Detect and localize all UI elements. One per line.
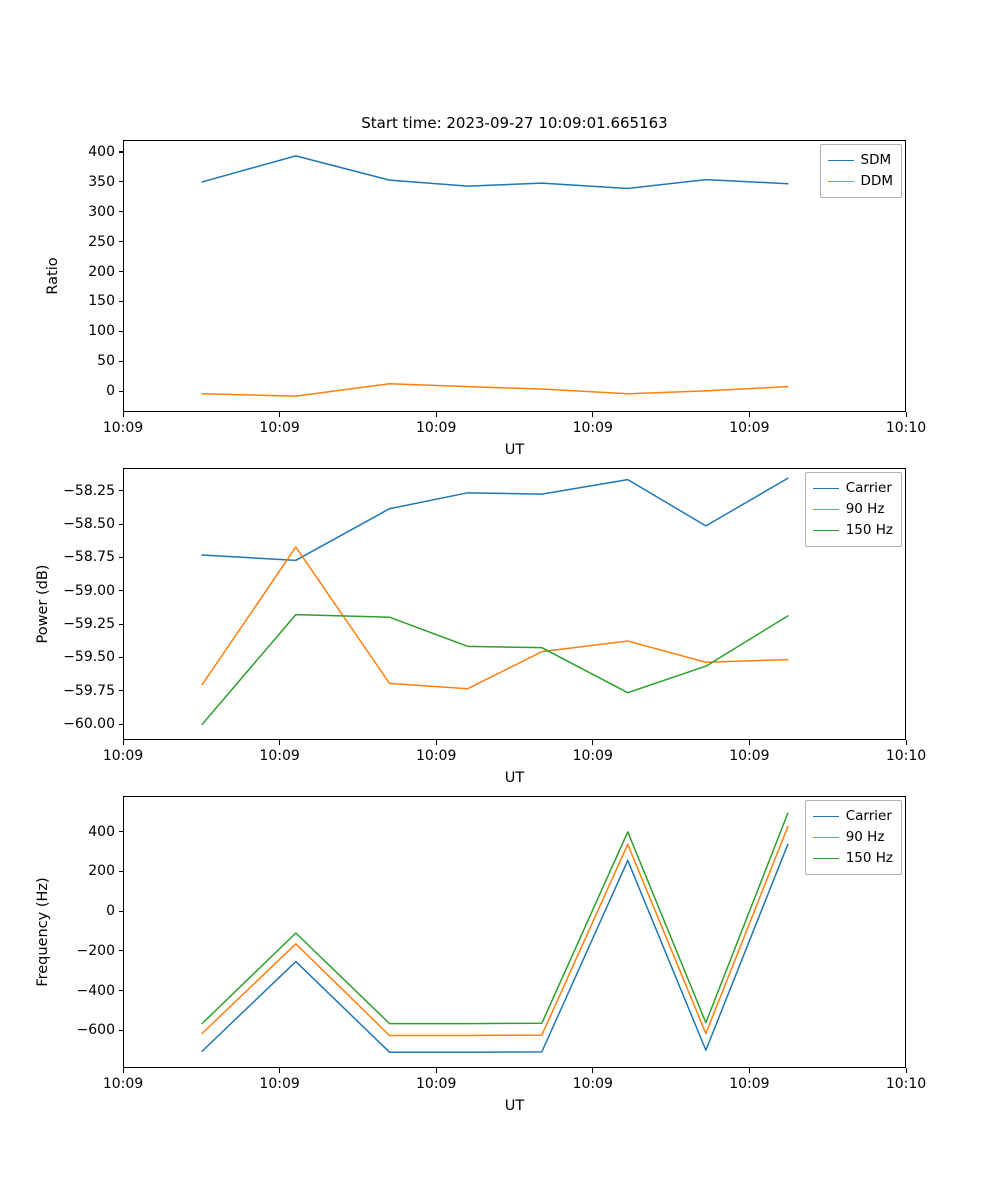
chart-panel-ratio xyxy=(45,114,927,458)
y-axis-tick-mark xyxy=(119,490,124,491)
x-axis-tick-mark xyxy=(123,1068,124,1073)
x-axis-tick-label: 10:10 xyxy=(885,748,927,764)
x-axis-tick-mark xyxy=(279,1068,280,1073)
y-axis-tick-mark xyxy=(119,657,124,658)
chart-panel-frequency xyxy=(35,796,927,1114)
y-axis-tick-mark xyxy=(119,871,124,872)
y-axis-tick-mark xyxy=(119,301,124,302)
y-axis-tick-label: −200 xyxy=(76,942,115,959)
legend-entry xyxy=(813,827,893,848)
x-axis-tick-mark xyxy=(436,740,437,745)
y-axis-tick-label: 250 xyxy=(88,233,115,250)
series-line xyxy=(202,384,788,396)
legend-frequency xyxy=(805,800,902,875)
legend-color-swatch xyxy=(828,160,854,161)
x-axis-tick-label: 10:09 xyxy=(729,748,770,764)
x-axis-tick-mark xyxy=(279,740,280,745)
y-axis-tick-mark xyxy=(119,831,124,832)
y-axis-tick-label: 400 xyxy=(88,143,115,160)
legend-color-swatch xyxy=(813,509,839,510)
x-axis-tick-mark xyxy=(592,740,593,745)
x-axis-tick-label: 10:09 xyxy=(416,420,457,436)
y-axis-tick-mark xyxy=(119,911,124,912)
y-axis-tick-mark xyxy=(119,241,124,242)
y-axis-tick-mark xyxy=(119,950,124,951)
y-axis-tick-label: −58.75 xyxy=(63,549,115,566)
y-axis-tick-label: 350 xyxy=(88,173,115,190)
y-axis-tick-label: 200 xyxy=(88,863,115,880)
legend-entry xyxy=(828,171,893,192)
y-axis-tick-label: −59.50 xyxy=(63,649,115,666)
x-axis-tick-mark xyxy=(906,412,907,417)
x-axis-label: UT xyxy=(504,770,525,786)
plot-area-frequency xyxy=(123,796,906,1068)
y-axis-tick-label: 200 xyxy=(88,263,115,280)
x-axis-tick-mark xyxy=(749,412,750,417)
legend-entry xyxy=(813,848,893,869)
legend-label: DDM xyxy=(860,172,893,189)
x-axis-tick-label: 10:09 xyxy=(729,1076,770,1092)
x-axis-tick-label: 10:09 xyxy=(572,420,613,436)
plot-area-power xyxy=(123,468,906,740)
y-axis-tick-label: −400 xyxy=(76,982,115,999)
data-lines-ratio xyxy=(124,141,905,411)
legend-color-swatch xyxy=(813,488,839,489)
x-axis-tick-mark xyxy=(592,412,593,417)
legend-entry xyxy=(813,478,893,499)
x-axis-tick-label: 10:09 xyxy=(102,1076,144,1092)
y-axis-tick-label: −58.25 xyxy=(63,482,115,499)
x-axis-tick-mark xyxy=(279,412,280,417)
plot-area-ratio xyxy=(123,140,906,412)
x-axis-tick-label: 10:09 xyxy=(102,748,144,764)
x-axis-tick-label: 10:09 xyxy=(729,420,770,436)
y-axis-tick-label: −600 xyxy=(76,1022,115,1039)
y-axis-tick-label: 100 xyxy=(88,323,115,340)
legend-color-swatch xyxy=(813,858,839,859)
data-lines-frequency xyxy=(124,797,905,1067)
x-axis-tick-label: 10:09 xyxy=(259,1076,300,1092)
series-line xyxy=(202,827,788,1036)
y-axis-tick-label: 400 xyxy=(88,823,115,840)
legend-color-swatch xyxy=(813,530,839,531)
y-axis-tick-mark xyxy=(119,151,124,152)
x-axis-label: UT xyxy=(504,442,525,458)
legend-color-swatch xyxy=(813,837,839,838)
legend-label: 150 Hz xyxy=(845,849,893,866)
y-axis-label: Ratio xyxy=(45,257,61,295)
y-axis-tick-mark xyxy=(119,361,124,362)
x-axis-tick-mark xyxy=(749,1068,750,1073)
x-axis-tick-mark xyxy=(436,412,437,417)
x-axis-tick-label: 10:09 xyxy=(102,420,144,436)
chart-title: Start time: 2023-09-27 10:09:01.665163 xyxy=(361,114,668,132)
data-lines-power xyxy=(124,469,905,739)
legend-label: 150 Hz xyxy=(845,521,893,538)
y-axis-tick-mark xyxy=(119,624,124,625)
y-axis-tick-mark xyxy=(119,724,124,725)
y-axis-tick-mark xyxy=(119,990,124,991)
x-axis-label: UT xyxy=(504,1098,525,1114)
y-axis-tick-mark xyxy=(119,271,124,272)
series-line xyxy=(202,813,788,1023)
y-axis-label: Power (dB) xyxy=(35,564,51,644)
legend-entry xyxy=(813,499,893,520)
legend-ratio xyxy=(820,144,902,198)
legend-power xyxy=(805,472,902,547)
y-axis-tick-label: 0 xyxy=(106,903,115,920)
x-axis-tick-mark xyxy=(123,740,124,745)
y-axis-tick-label: 300 xyxy=(88,203,115,220)
x-axis-tick-label: 10:09 xyxy=(572,748,613,764)
legend-label: 90 Hz xyxy=(845,828,885,845)
legend-entry xyxy=(813,520,893,541)
y-axis-tick-label: −60.00 xyxy=(63,716,115,732)
y-axis-tick-label: −58.50 xyxy=(63,516,115,532)
y-axis-tick-mark xyxy=(119,1030,124,1031)
y-axis-label: Frequency (Hz) xyxy=(35,877,51,987)
legend-label: SDM xyxy=(860,152,892,168)
x-axis-tick-mark xyxy=(906,1068,907,1073)
y-axis-tick-mark xyxy=(119,211,124,212)
x-axis-tick-label: 10:10 xyxy=(885,1076,927,1092)
legend-label: Carrier xyxy=(845,480,892,496)
x-axis-tick-label: 10:09 xyxy=(572,1076,613,1092)
series-line xyxy=(202,478,788,560)
y-axis-tick-mark xyxy=(119,590,124,591)
y-axis-tick-mark xyxy=(119,331,124,332)
x-axis-tick-label: 10:10 xyxy=(885,420,927,436)
y-axis-tick-label: −59.75 xyxy=(63,682,115,699)
x-axis-tick-mark xyxy=(906,740,907,745)
y-axis-tick-label: 0 xyxy=(106,383,115,400)
y-axis-tick-mark xyxy=(119,181,124,182)
legend-color-swatch xyxy=(813,816,839,817)
y-axis-tick-mark xyxy=(119,391,124,392)
series-line xyxy=(202,615,788,725)
x-axis-tick-mark xyxy=(123,412,124,417)
y-axis-tick-label: 50 xyxy=(97,353,115,370)
x-axis-tick-label: 10:09 xyxy=(416,1076,457,1092)
x-axis-tick-label: 10:09 xyxy=(259,748,300,764)
x-axis-tick-mark xyxy=(436,1068,437,1073)
x-axis-tick-label: 10:09 xyxy=(416,748,457,764)
chart-panel-power xyxy=(35,468,927,786)
legend-label: Carrier xyxy=(845,808,892,824)
legend-entry xyxy=(813,806,893,827)
y-axis-tick-mark xyxy=(119,524,124,525)
legend-entry xyxy=(828,150,893,171)
y-axis-tick-mark xyxy=(119,557,124,558)
y-axis-tick-label: −59.25 xyxy=(63,616,115,632)
y-axis-tick-mark xyxy=(119,690,124,691)
legend-label: 90 Hz xyxy=(845,500,885,517)
x-axis-tick-mark xyxy=(592,1068,593,1073)
legend-color-swatch xyxy=(828,181,854,182)
y-axis-tick-label: 150 xyxy=(88,293,115,310)
x-axis-tick-mark xyxy=(749,740,750,745)
y-axis-tick-label: −59.00 xyxy=(63,582,115,599)
x-axis-tick-label: 10:09 xyxy=(259,420,300,436)
series-line xyxy=(202,156,788,189)
